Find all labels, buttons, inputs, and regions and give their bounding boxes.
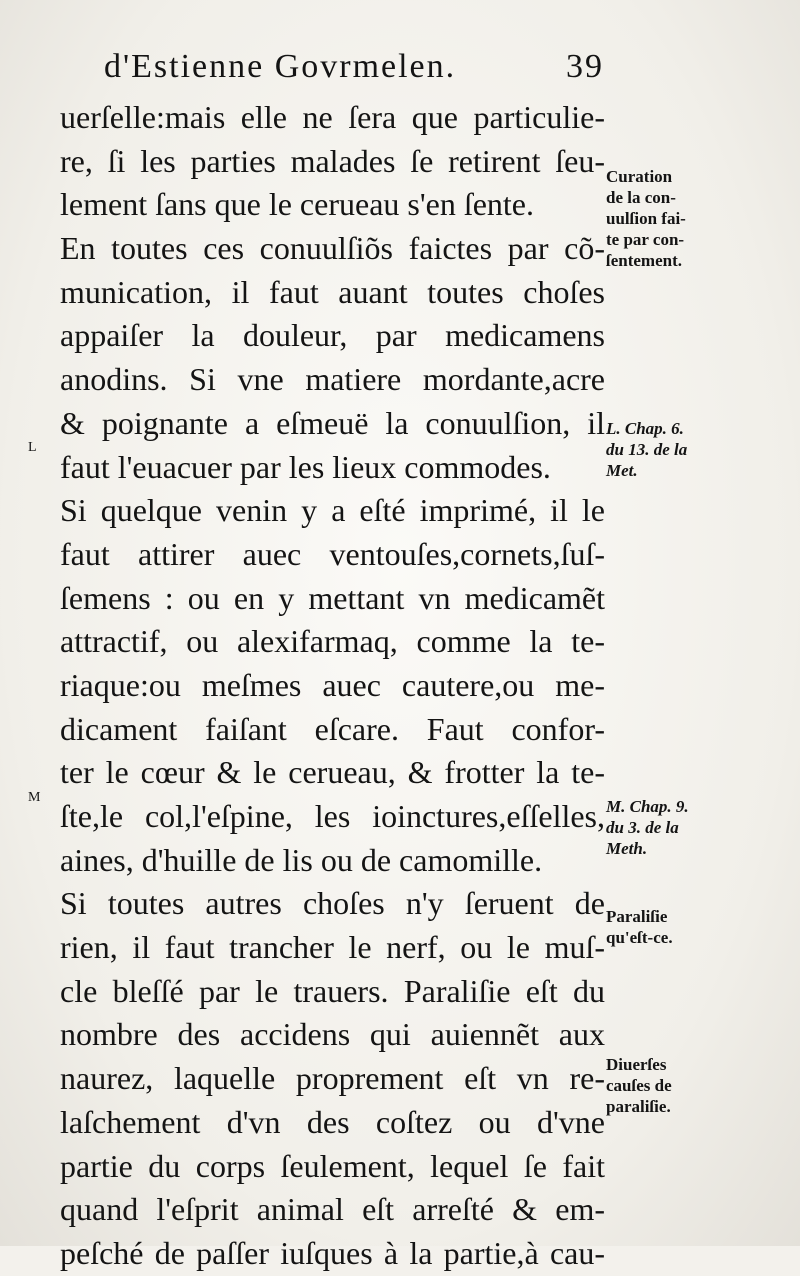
text-line: riaque:ou meſmes auec cautere,ou me- [60, 666, 605, 703]
text-line: uerſelle:mais elle ne ſera que particulie- [60, 99, 605, 135]
body-text [60, 96, 605, 1276]
reference-mark: M [28, 790, 41, 805]
text-line: nombre des accidens qui auiennẽt aux [60, 1016, 605, 1053]
text-line: anodins. Si vne matiere mordante,acre [60, 361, 605, 398]
running-head [104, 48, 624, 86]
text-line: aines, d'huille de lis ou de camomille. [60, 841, 543, 878]
running-head-title: d'Estienne Govrmelen. [104, 48, 457, 85]
margin-note-paralisie: Paraliſie qu'eſt-ce. [606, 907, 673, 947]
text-line: En toutes ces conuulſiõs faictes par cõ- [60, 230, 605, 267]
margin-note-curation: Curation de la con- uulſion fai- te par con- ſentement. [606, 167, 686, 270]
text-line: & poignante a eſmeuë la conuulſion, il [60, 404, 605, 441]
text-line: lement ſans que le cerueau s'en ſente. [60, 186, 534, 223]
text-line: peſché de paſſer iuſques à la partie,à cau- [60, 1234, 605, 1271]
text-line: dicament faiſant eſcare. Faut confor- [60, 710, 605, 747]
reference-mark: L [28, 440, 37, 455]
text-line: partie du corps ſeulement, lequel ſe fait [60, 1147, 605, 1184]
text-line: Si toutes autres choſes n'y ſeruent de [60, 885, 605, 922]
text-line: re, ſi les parties malades ſe retirent ſeu- [60, 142, 605, 179]
text-line: rien, il faut trancher le nerf, ou le muſ- [60, 929, 605, 966]
margin-note-chapter-9: M. Chap. 9. du 3. de la Meth. [606, 797, 689, 858]
text-line: ſte,le col,l'eſpine, les ioinctures,eſſelles, [60, 798, 605, 834]
margin-note-chapter-6: L. Chap. 6. du 13. de la Met. [606, 419, 688, 480]
text-line: ter le cœur & le cerueau, & frotter la te- [60, 754, 605, 791]
text-line: Si quelque venin y a eſté imprimé, il le [60, 492, 605, 529]
text-line: faut attirer auec ventouſes,cornets,ſuſ- [60, 535, 605, 572]
margin-note-diuerses: Diuerſes cauſes de paraliſie. [606, 1055, 672, 1116]
text-line: attractif, ou alexifarmaq, comme la te- [60, 623, 605, 660]
text-line: laſchement d'vn des coſtez ou d'vne [60, 1103, 605, 1140]
text-line: appaiſer la douleur, par medicamens [60, 317, 605, 354]
text-line: naurez, laquelle proprement eſt vn re- [60, 1060, 605, 1097]
page-number: 39 [566, 48, 604, 85]
text-line: munication, il faut auant toutes choſes [60, 273, 605, 310]
text-line: ſemens : ou en y mettant vn medicamẽt [60, 579, 605, 616]
text-line: faut l'euacuer par les lieux commodes. [60, 448, 551, 485]
text-line: quand l'eſprit animal eſt arreſté & em- [60, 1191, 605, 1228]
text-line: cle bleſſé par le trauers. Paraliſie eſt du [60, 972, 605, 1009]
